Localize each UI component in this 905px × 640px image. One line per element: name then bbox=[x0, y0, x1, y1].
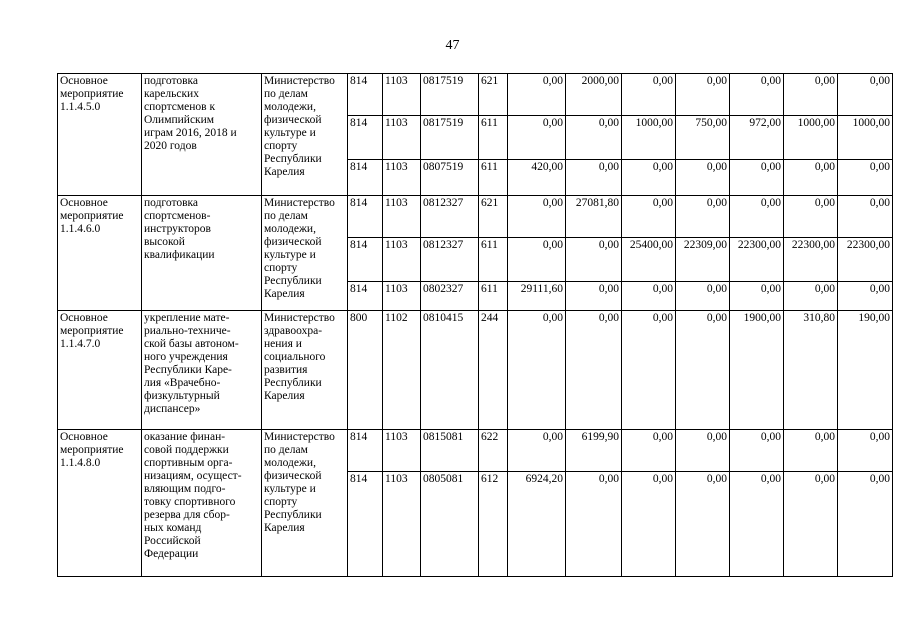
responsible-ministry: Министерство по делам молодежи, физической культуре и спорту Республики Карелия bbox=[262, 74, 348, 196]
measure-name: подготовка спортсменов- инструкторов высокой квалификации bbox=[142, 196, 262, 311]
amount-cell: 0,00 bbox=[784, 430, 838, 472]
amount-cell: 0,00 bbox=[566, 116, 622, 160]
expense-type-code: 612 bbox=[479, 472, 508, 577]
section-code: 1103 bbox=[383, 472, 421, 577]
amount-cell: 0,00 bbox=[730, 196, 784, 238]
amount-cell: 0,00 bbox=[784, 160, 838, 196]
target-article-code: 0810415 bbox=[421, 311, 479, 430]
grbs-code: 814 bbox=[348, 160, 383, 196]
section-code: 1103 bbox=[383, 282, 421, 311]
expense-type-code: 621 bbox=[479, 74, 508, 116]
expense-type-code: 611 bbox=[479, 116, 508, 160]
section-code: 1103 bbox=[383, 238, 421, 282]
section-code: 1103 bbox=[383, 430, 421, 472]
grbs-code: 814 bbox=[348, 196, 383, 238]
table-row bbox=[58, 196, 893, 238]
amount-cell: 972,00 bbox=[730, 116, 784, 160]
amount-cell: 22300,00 bbox=[730, 238, 784, 282]
amount-cell: 6924,20 bbox=[508, 472, 566, 577]
budget-table bbox=[57, 73, 893, 577]
amount-cell: 0,00 bbox=[730, 430, 784, 472]
amount-cell: 0,00 bbox=[784, 74, 838, 116]
expense-type-code: 621 bbox=[479, 196, 508, 238]
amount-cell: 0,00 bbox=[730, 160, 784, 196]
amount-cell: 0,00 bbox=[838, 472, 893, 577]
target-article-code: 0817519 bbox=[421, 74, 479, 116]
measure-code: Основное мероприятие 1.1.4.6.0 bbox=[58, 196, 142, 311]
amount-cell: 0,00 bbox=[566, 311, 622, 430]
amount-cell: 0,00 bbox=[838, 196, 893, 238]
amount-cell: 2000,00 bbox=[566, 74, 622, 116]
amount-cell: 1900,00 bbox=[730, 311, 784, 430]
amount-cell: 0,00 bbox=[784, 282, 838, 311]
expense-type-code: 622 bbox=[479, 430, 508, 472]
measure-name: оказание финан- совой поддержки спортивным орга- низациям, осущест- вляющим подго- товку спортивного резерва для сбор- ных команд Российской Федерации bbox=[142, 430, 262, 577]
amount-cell: 0,00 bbox=[622, 74, 676, 116]
amount-cell: 0,00 bbox=[508, 430, 566, 472]
table-row bbox=[58, 74, 893, 116]
section-code: 1102 bbox=[383, 311, 421, 430]
amount-cell: 0,00 bbox=[566, 160, 622, 196]
amount-cell: 0,00 bbox=[508, 196, 566, 238]
amount-cell: 0,00 bbox=[508, 74, 566, 116]
responsible-ministry: Министерство здравоохра- нения и социального развития Республики Карелия bbox=[262, 311, 348, 430]
amount-cell: 0,00 bbox=[730, 74, 784, 116]
expense-type-code: 244 bbox=[479, 311, 508, 430]
measure-code: Основное мероприятие 1.1.4.8.0 bbox=[58, 430, 142, 577]
grbs-code: 814 bbox=[348, 430, 383, 472]
responsible-ministry: Министерство по делам молодежи, физической культуре и спорту Республики Карелия bbox=[262, 430, 348, 577]
target-article-code: 0812327 bbox=[421, 196, 479, 238]
measure-name: укрепление мате- риально-техниче- ской базы автоном- ного учреждения Республики Каре- лия «Врачебно- физкультурный диспансер» bbox=[142, 311, 262, 430]
amount-cell: 0,00 bbox=[508, 116, 566, 160]
amount-cell: 0,00 bbox=[508, 238, 566, 282]
table-row bbox=[58, 311, 893, 430]
expense-type-code: 611 bbox=[479, 160, 508, 196]
amount-cell: 420,00 bbox=[508, 160, 566, 196]
table-row bbox=[58, 430, 893, 472]
amount-cell: 310,80 bbox=[784, 311, 838, 430]
expense-type-code: 611 bbox=[479, 238, 508, 282]
grbs-code: 814 bbox=[348, 238, 383, 282]
amount-cell: 0,00 bbox=[784, 196, 838, 238]
amount-cell: 25400,00 bbox=[622, 238, 676, 282]
amount-cell: 0,00 bbox=[838, 74, 893, 116]
responsible-ministry: Министерство по делам молодежи, физической культуре и спорту Республики Карелия bbox=[262, 196, 348, 311]
page-number: 47 bbox=[445, 38, 460, 53]
amount-cell: 0,00 bbox=[622, 472, 676, 577]
target-article-code: 0817519 bbox=[421, 116, 479, 160]
amount-cell: 1000,00 bbox=[838, 116, 893, 160]
amount-cell: 0,00 bbox=[676, 282, 730, 311]
section-code: 1103 bbox=[383, 74, 421, 116]
amount-cell: 0,00 bbox=[566, 238, 622, 282]
amount-cell: 22300,00 bbox=[838, 238, 893, 282]
amount-cell: 750,00 bbox=[676, 116, 730, 160]
amount-cell: 1000,00 bbox=[622, 116, 676, 160]
target-article-code: 0807519 bbox=[421, 160, 479, 196]
amount-cell: 0,00 bbox=[730, 282, 784, 311]
target-article-code: 0815081 bbox=[421, 430, 479, 472]
amount-cell: 0,00 bbox=[676, 472, 730, 577]
amount-cell: 0,00 bbox=[676, 74, 730, 116]
grbs-code: 800 bbox=[348, 311, 383, 430]
target-article-code: 0812327 bbox=[421, 238, 479, 282]
amount-cell: 29111,60 bbox=[508, 282, 566, 311]
grbs-code: 814 bbox=[348, 74, 383, 116]
expense-type-code: 611 bbox=[479, 282, 508, 311]
section-code: 1103 bbox=[383, 116, 421, 160]
amount-cell: 0,00 bbox=[622, 311, 676, 430]
target-article-code: 0805081 bbox=[421, 472, 479, 577]
amount-cell: 27081,80 bbox=[566, 196, 622, 238]
amount-cell: 0,00 bbox=[784, 472, 838, 577]
amount-cell: 0,00 bbox=[566, 472, 622, 577]
target-article-code: 0802327 bbox=[421, 282, 479, 311]
amount-cell: 0,00 bbox=[622, 430, 676, 472]
amount-cell: 0,00 bbox=[838, 282, 893, 311]
measure-name: подготовка карельских спортсменов к Олимпийским играм 2016, 2018 и 2020 годов bbox=[142, 74, 262, 196]
amount-cell: 0,00 bbox=[622, 196, 676, 238]
table-body bbox=[58, 74, 893, 577]
amount-cell: 0,00 bbox=[676, 196, 730, 238]
section-code: 1103 bbox=[383, 196, 421, 238]
amount-cell: 0,00 bbox=[566, 282, 622, 311]
amount-cell: 0,00 bbox=[838, 160, 893, 196]
amount-cell: 0,00 bbox=[676, 160, 730, 196]
amount-cell: 0,00 bbox=[676, 311, 730, 430]
amount-cell: 0,00 bbox=[838, 430, 893, 472]
amount-cell: 1000,00 bbox=[784, 116, 838, 160]
amount-cell: 6199,90 bbox=[566, 430, 622, 472]
grbs-code: 814 bbox=[348, 116, 383, 160]
measure-code: Основное мероприятие 1.1.4.5.0 bbox=[58, 74, 142, 196]
amount-cell: 190,00 bbox=[838, 311, 893, 430]
amount-cell: 0,00 bbox=[730, 472, 784, 577]
amount-cell: 0,00 bbox=[622, 160, 676, 196]
amount-cell: 22300,00 bbox=[784, 238, 838, 282]
amount-cell: 0,00 bbox=[622, 282, 676, 311]
amount-cell: 22309,00 bbox=[676, 238, 730, 282]
grbs-code: 814 bbox=[348, 472, 383, 577]
section-code: 1103 bbox=[383, 160, 421, 196]
grbs-code: 814 bbox=[348, 282, 383, 311]
amount-cell: 0,00 bbox=[508, 311, 566, 430]
measure-code: Основное мероприятие 1.1.4.7.0 bbox=[58, 311, 142, 430]
amount-cell: 0,00 bbox=[676, 430, 730, 472]
